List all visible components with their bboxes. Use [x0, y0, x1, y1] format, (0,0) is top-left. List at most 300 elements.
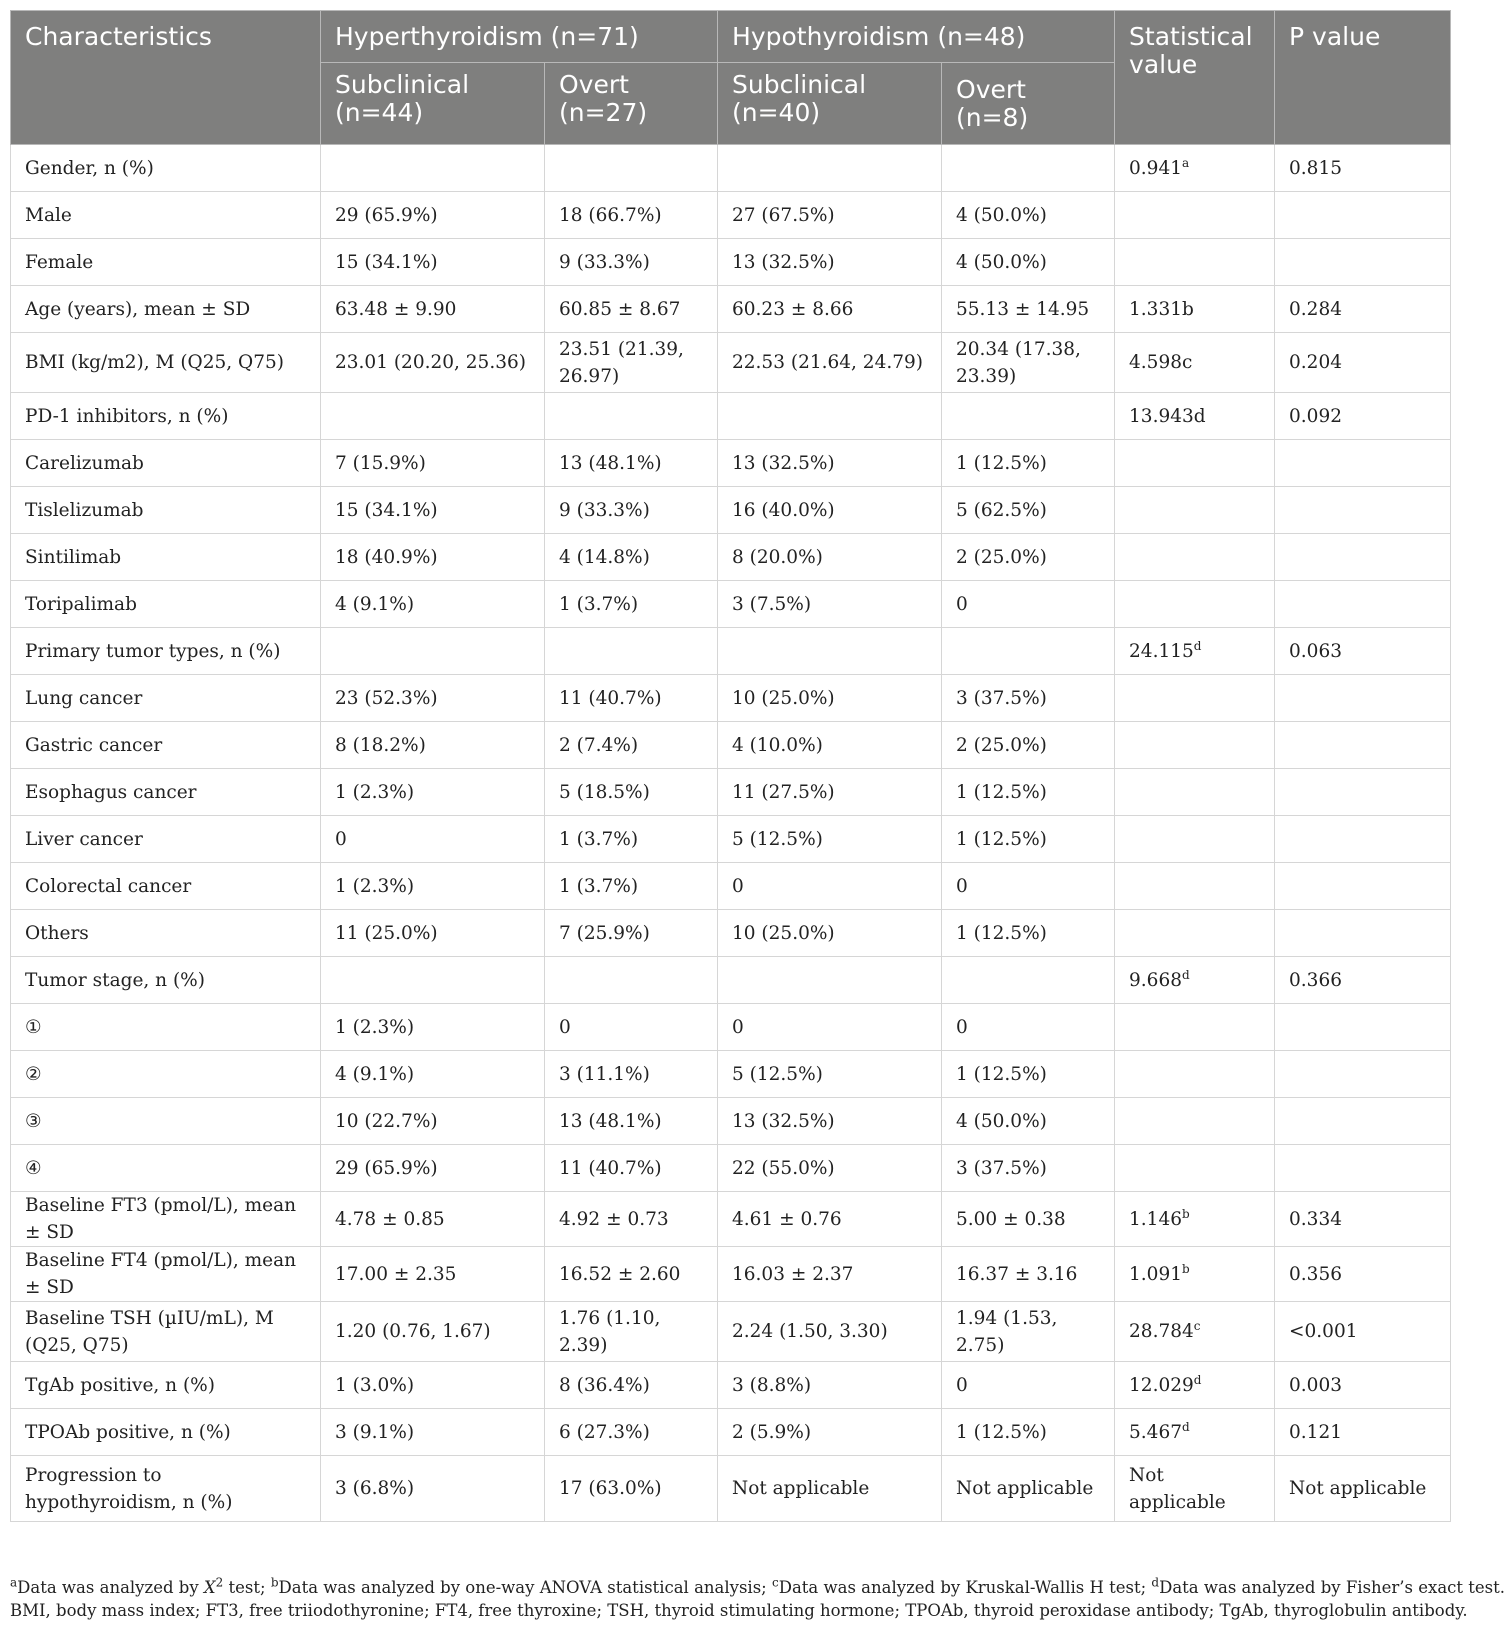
table-row [11, 1145, 1451, 1192]
hypo-subclinical-cell [718, 1456, 942, 1522]
hypo-overt-cell [942, 816, 1115, 863]
table-row [11, 192, 1451, 239]
hyper-subclinical-cell [321, 957, 545, 1004]
p-value-cell-text: 0.356 [1289, 1263, 1342, 1285]
hyper-overt-cell [545, 534, 718, 581]
hyper-overt-cell-text: 13 (48.1%) [559, 1110, 662, 1132]
hypo-overt-cell [942, 1098, 1115, 1145]
row-label-text: Tumor stage, n (%) [25, 969, 205, 991]
row-label [11, 1004, 321, 1051]
hypo-overt-cell [942, 534, 1115, 581]
hyper-overt-cell [545, 910, 718, 957]
hyper-overt-cell [545, 816, 718, 863]
hyper-subclinical-cell [321, 333, 545, 393]
p-value-cell [1275, 1098, 1451, 1145]
statistical-value-cell [1115, 910, 1275, 957]
hyper-subclinical-cell-text: 4 (9.1%) [335, 1063, 415, 1085]
statistical-value-cell [1115, 1247, 1275, 1302]
p-value-cell-text: 0.334 [1289, 1208, 1342, 1230]
statistical-value-cell-text: 9.668 [1129, 969, 1182, 991]
p-value-cell [1275, 910, 1451, 957]
table-container [10, 10, 1450, 1522]
footnote-marker: b [1182, 1206, 1190, 1221]
footnote-b-marker: b [270, 1575, 279, 1590]
statistical-value-cell [1115, 286, 1275, 333]
hyper-overt-cell-text: 1.76 (1.10, 2.39) [559, 1307, 661, 1356]
p-value-cell [1275, 1456, 1451, 1522]
statistical-value-cell [1115, 333, 1275, 393]
hyper-subclinical-cell [321, 1409, 545, 1456]
hypo-subclinical-cell [718, 145, 942, 192]
hypo-overt-cell-text: 3 (37.5%) [956, 687, 1047, 709]
table-row [11, 910, 1451, 957]
p-value-cell [1275, 1247, 1451, 1302]
hypo-subclinical-cell [718, 816, 942, 863]
hypo-subclinical-cell-text: 5 (12.5%) [732, 828, 823, 850]
p-value-cell [1275, 192, 1451, 239]
table-row [11, 581, 1451, 628]
hyper-subclinical-cell-text: 10 (22.7%) [335, 1110, 438, 1132]
hypo-overt-cell [942, 769, 1115, 816]
statistical-value-cell [1115, 239, 1275, 286]
footnote-chi-exponent: 2 [215, 1575, 224, 1590]
row-label-text: Gastric cancer [25, 734, 163, 756]
hypo-subclinical-cell-text: 27 (67.5%) [732, 204, 835, 226]
hyper-overt-cell-text: 9 (33.3%) [559, 499, 650, 521]
hypo-subclinical-cell [718, 957, 942, 1004]
statistical-value-cell-text: Not applicable [1129, 1464, 1226, 1513]
hyper-subclinical-cell [321, 192, 545, 239]
hypo-overt-cell-text: 5 (62.5%) [956, 499, 1047, 521]
p-value-cell [1275, 440, 1451, 487]
footnote-marker: d [1193, 1372, 1202, 1387]
footnote-marker: d [1182, 1419, 1190, 1434]
statistical-value-cell [1115, 1192, 1275, 1247]
hyper-overt-cell [545, 628, 718, 675]
hyper-subclinical-cell [321, 286, 545, 333]
row-label [11, 393, 321, 440]
table-row [11, 1192, 1451, 1247]
hyper-subclinical-cell [321, 769, 545, 816]
row-label [11, 487, 321, 534]
header-hypothyroidism: Hypothyroidism (n=48) [718, 11, 1115, 63]
hypo-overt-cell-text: 1 (12.5%) [956, 922, 1047, 944]
hyper-subclinical-cell [321, 628, 545, 675]
hyper-overt-cell [545, 239, 718, 286]
hypo-overt-cell-text: 3 (37.5%) [956, 1157, 1047, 1179]
hyper-subclinical-cell [321, 722, 545, 769]
hyper-overt-cell-text: 7 (25.9%) [559, 922, 650, 944]
hypo-overt-cell [942, 1192, 1115, 1247]
hyper-overt-cell [545, 393, 718, 440]
statistical-value-cell [1115, 1145, 1275, 1192]
row-label-text: Female [25, 251, 94, 273]
p-value-cell [1275, 722, 1451, 769]
row-label-text: Tislelizumab [25, 499, 144, 521]
table-row [11, 769, 1451, 816]
hypo-overt-cell-text: 1 (12.5%) [956, 781, 1047, 803]
hypo-overt-cell-text: 0 [956, 875, 968, 897]
table-row [11, 675, 1451, 722]
statistical-value-cell [1115, 1098, 1275, 1145]
footnote-marker: a [1182, 155, 1190, 170]
hypo-overt-cell-text: 1 (12.5%) [956, 828, 1047, 850]
row-label [11, 1362, 321, 1409]
hyper-subclinical-cell-text: 1 (3.0%) [335, 1374, 415, 1396]
hypo-overt-cell [942, 393, 1115, 440]
hypo-overt-cell-text: 2 (25.0%) [956, 734, 1047, 756]
hypo-overt-cell [942, 957, 1115, 1004]
hyper-subclinical-cell-text: 17.00 ± 2.35 [335, 1263, 457, 1285]
hyper-overt-cell-text: 1 (3.7%) [559, 875, 639, 897]
hyper-subclinical-cell-text: 63.48 ± 9.90 [335, 298, 457, 320]
row-label-text: Colorectal cancer [25, 875, 192, 897]
hypo-subclinical-cell-text: 13 (32.5%) [732, 1110, 835, 1132]
hypo-subclinical-cell [718, 286, 942, 333]
hyper-overt-cell [545, 675, 718, 722]
p-value-cell [1275, 769, 1451, 816]
row-label-text: Lung cancer [25, 687, 143, 709]
hypo-subclinical-cell [718, 393, 942, 440]
row-label-text: Primary tumor types, n (%) [25, 640, 281, 662]
footnote-abbreviations: BMI, body mass index; FT3, free triiodothyronine; FT4, free thyroxine; TSH, thyroid stimulating hormone; TPOAb, thyroid peroxidase antibody; TgAb, thyroglobulin antibody. [10, 1601, 1468, 1620]
hypo-subclinical-cell-text: 3 (8.8%) [732, 1374, 812, 1396]
hypo-subclinical-cell-text: 8 (20.0%) [732, 546, 823, 568]
statistical-value-cell [1115, 816, 1275, 863]
row-label [11, 239, 321, 286]
p-value-cell [1275, 581, 1451, 628]
hyper-overt-cell [545, 1456, 718, 1522]
hypo-overt-cell-text: 0 [956, 1374, 968, 1396]
row-label [11, 1192, 321, 1247]
hyper-subclinical-cell [321, 239, 545, 286]
hypo-subclinical-cell [718, 192, 942, 239]
hyper-subclinical-cell [321, 910, 545, 957]
row-label [11, 145, 321, 192]
statistical-value-cell-text: 13.943d [1129, 405, 1206, 427]
footnote-d-text: Data was analyzed by Fisher’s exact test. [1159, 1578, 1505, 1597]
p-value-cell-text: Not applicable [1289, 1478, 1427, 1499]
hypo-subclinical-cell-text: Not applicable [732, 1478, 870, 1499]
hyper-overt-cell [545, 1409, 718, 1456]
row-label [11, 333, 321, 393]
table-row [11, 1247, 1451, 1302]
hyper-overt-cell-text: 13 (48.1%) [559, 452, 662, 474]
hypo-overt-cell-text: 0 [956, 593, 968, 615]
header-hyperthyroidism: Hyperthyroidism (n=71) [321, 11, 718, 63]
hyper-subclinical-cell [321, 487, 545, 534]
row-label-text: Baseline TSH (µIU/mL), M (Q25, Q75) [25, 1307, 274, 1356]
hyper-overt-cell-text: 8 (36.4%) [559, 1374, 650, 1396]
hyper-subclinical-cell [321, 581, 545, 628]
hypo-subclinical-cell-text: 5 (12.5%) [732, 1063, 823, 1085]
hypo-overt-cell [942, 487, 1115, 534]
hypo-subclinical-cell-text: 2.24 (1.50, 3.30) [732, 1321, 888, 1342]
hyper-overt-cell [545, 440, 718, 487]
hyper-overt-cell [545, 1098, 718, 1145]
hypo-overt-cell [942, 1051, 1115, 1098]
hypo-overt-cell-text: 4 (50.0%) [956, 1110, 1047, 1132]
table-row [11, 286, 1451, 333]
statistical-value-cell [1115, 393, 1275, 440]
footnote-marker: b [1182, 1261, 1190, 1276]
hyper-overt-cell-text: 60.85 ± 8.67 [559, 298, 681, 320]
p-value-cell [1275, 333, 1451, 393]
p-value-cell [1275, 628, 1451, 675]
row-label-text: Progression to hypothyroidism, n (%) [25, 1464, 233, 1513]
hyper-overt-cell [545, 487, 718, 534]
p-value-cell [1275, 957, 1451, 1004]
row-label [11, 910, 321, 957]
hypo-overt-cell-text: Not applicable [956, 1478, 1094, 1499]
p-value-cell [1275, 1004, 1451, 1051]
hyper-subclinical-cell-text: 3 (6.8%) [335, 1478, 415, 1499]
hypo-subclinical-cell [718, 1051, 942, 1098]
row-label [11, 1302, 321, 1362]
row-label [11, 628, 321, 675]
hyper-overt-cell [545, 145, 718, 192]
hyper-subclinical-cell-text: 15 (34.1%) [335, 499, 438, 521]
row-label [11, 957, 321, 1004]
hypo-subclinical-cell [718, 863, 942, 910]
footnote-d-marker: d [1151, 1575, 1160, 1590]
hypo-subclinical-cell [718, 675, 942, 722]
table-row [11, 1051, 1451, 1098]
statistical-value-cell [1115, 863, 1275, 910]
statistical-value-cell [1115, 1051, 1275, 1098]
hyper-subclinical-cell [321, 1192, 545, 1247]
p-value-cell [1275, 239, 1451, 286]
hypo-overt-cell [942, 1145, 1115, 1192]
hyper-overt-cell [545, 863, 718, 910]
hypo-overt-cell-text: 0 [956, 1016, 968, 1038]
hypo-subclinical-cell-text: 22 (55.0%) [732, 1157, 835, 1179]
table-row [11, 393, 1451, 440]
hypo-subclinical-cell [718, 628, 942, 675]
hypo-subclinical-cell [718, 239, 942, 286]
hyper-overt-cell-text: 11 (40.7%) [559, 1157, 662, 1179]
row-label-text: ④ [25, 1157, 42, 1179]
hypo-overt-cell [942, 1004, 1115, 1051]
hyper-subclinical-cell-text: 1 (2.3%) [335, 1016, 415, 1038]
hyper-subclinical-cell-text: 4 (9.1%) [335, 593, 415, 615]
row-label-text: ③ [25, 1110, 42, 1132]
footnote-marker: d [1182, 967, 1190, 982]
footnote-a-marker: a [10, 1575, 18, 1590]
hyper-overt-cell [545, 333, 718, 393]
row-label [11, 440, 321, 487]
row-label [11, 675, 321, 722]
p-value-cell-text: 0.284 [1289, 298, 1342, 320]
row-label-text: Age (years), mean ± SD [25, 298, 251, 320]
p-value-cell [1275, 675, 1451, 722]
p-value-cell-text: 0.366 [1289, 969, 1342, 991]
header-characteristics: Characteristics [11, 11, 321, 145]
statistical-value-cell-text: 28.784 [1129, 1321, 1194, 1342]
footnote-b-text: Data was analyzed by one-way ANOVA statistical analysis; [278, 1578, 772, 1597]
hyper-subclinical-cell-text: 11 (25.0%) [335, 922, 438, 944]
hypo-overt-cell [942, 722, 1115, 769]
row-label [11, 722, 321, 769]
row-label [11, 816, 321, 863]
p-value-cell [1275, 393, 1451, 440]
hyper-subclinical-cell-text: 1 (2.3%) [335, 781, 415, 803]
row-label [11, 1145, 321, 1192]
hypo-overt-cell [942, 1409, 1115, 1456]
row-label-text: BMI (kg/m2), M (Q25, Q75) [25, 352, 284, 373]
p-value-cell-text: 0.121 [1289, 1421, 1342, 1443]
table-body [11, 145, 1451, 1522]
hypo-subclinical-cell [718, 487, 942, 534]
row-label-text: Carelizumab [25, 452, 144, 474]
hypo-subclinical-cell-text: 10 (25.0%) [732, 687, 835, 709]
hyper-subclinical-cell-text: 1 (2.3%) [335, 875, 415, 897]
table-row [11, 145, 1451, 192]
hyper-subclinical-cell [321, 440, 545, 487]
statistical-value-cell [1115, 1362, 1275, 1409]
hypo-subclinical-cell [718, 1145, 942, 1192]
p-value-cell [1275, 534, 1451, 581]
hyper-overt-cell-text: 23.51 (21.39, 26.97) [559, 338, 684, 387]
hyper-subclinical-cell-text: 15 (34.1%) [335, 251, 438, 273]
hyper-subclinical-cell-text: 29 (65.9%) [335, 204, 438, 226]
hyper-overt-cell-text: 2 (7.4%) [559, 734, 639, 756]
hyper-subclinical-cell-text: 18 (40.9%) [335, 546, 438, 568]
footnote-a-text-end: test; [223, 1578, 271, 1597]
row-label [11, 1456, 321, 1522]
footnote-marker: d [1193, 638, 1202, 653]
p-value-cell [1275, 286, 1451, 333]
p-value-cell [1275, 816, 1451, 863]
row-label-text: Toripalimab [25, 593, 137, 615]
table-row [11, 957, 1451, 1004]
header-hyper-overt: Overt (n=27) [545, 63, 718, 145]
row-label-text: Liver cancer [25, 828, 143, 850]
row-label-text: Male [25, 204, 72, 226]
hyper-overt-cell-text: 9 (33.3%) [559, 251, 650, 273]
hypo-subclinical-cell [718, 1098, 942, 1145]
hyper-overt-cell-text: 16.52 ± 2.60 [559, 1263, 681, 1285]
hypo-subclinical-cell-text: 4.61 ± 0.76 [732, 1208, 842, 1230]
hypo-subclinical-cell [718, 440, 942, 487]
hypo-overt-cell-text: 55.13 ± 14.95 [956, 298, 1090, 320]
hyper-overt-cell [545, 1362, 718, 1409]
row-label-text: Others [25, 922, 89, 944]
row-label [11, 1409, 321, 1456]
row-label-text: Baseline FT3 (pmol/L), mean ± SD [25, 1195, 297, 1243]
p-value-cell [1275, 1051, 1451, 1098]
hypo-subclinical-cell-text: 10 (25.0%) [732, 922, 835, 944]
table-row [11, 440, 1451, 487]
hyper-subclinical-cell-text: 29 (65.9%) [335, 1157, 438, 1179]
p-value-cell [1275, 145, 1451, 192]
p-value-cell-text: 0.092 [1289, 405, 1342, 427]
hypo-overt-cell [942, 145, 1115, 192]
hyper-subclinical-cell [321, 393, 545, 440]
statistical-value-cell [1115, 1004, 1275, 1051]
table-row [11, 239, 1451, 286]
row-label [11, 1247, 321, 1302]
hyper-overt-cell [545, 1145, 718, 1192]
statistical-value-cell-text: 5.467 [1129, 1421, 1182, 1443]
row-label-text: Sintilimab [25, 546, 122, 568]
hypo-subclinical-cell [718, 1409, 942, 1456]
hyper-subclinical-cell-text: 8 (18.2%) [335, 734, 426, 756]
header-statistical-value: Statistical value [1115, 11, 1275, 145]
statistical-value-cell-text: 4.598c [1129, 352, 1193, 373]
p-value-cell-text: 0.003 [1289, 1374, 1342, 1396]
table-footnotes [10, 1575, 1505, 1622]
characteristics-table [10, 10, 1451, 1522]
hyper-overt-cell-text: 6 (27.3%) [559, 1421, 650, 1443]
hypo-overt-cell [942, 863, 1115, 910]
row-label [11, 534, 321, 581]
p-value-cell [1275, 1409, 1451, 1456]
statistical-value-cell [1115, 957, 1275, 1004]
hyper-overt-cell [545, 192, 718, 239]
hypo-overt-cell-text: 4 (50.0%) [956, 204, 1047, 226]
hyper-subclinical-cell [321, 816, 545, 863]
hyper-subclinical-cell [321, 534, 545, 581]
hyper-overt-cell-text: 17 (63.0%) [559, 1478, 662, 1499]
statistical-value-cell [1115, 722, 1275, 769]
row-label-text: Baseline FT4 (pmol/L), mean ± SD [25, 1250, 297, 1298]
p-value-cell [1275, 1192, 1451, 1247]
hyper-overt-cell [545, 581, 718, 628]
hyper-subclinical-cell [321, 1247, 545, 1302]
hypo-subclinical-cell [718, 769, 942, 816]
hypo-overt-cell [942, 1302, 1115, 1362]
hypo-subclinical-cell [718, 1302, 942, 1362]
hypo-overt-cell-text: 2 (25.0%) [956, 546, 1047, 568]
row-label-text: Esophagus cancer [25, 781, 197, 803]
hypo-overt-cell [942, 239, 1115, 286]
statistical-value-cell [1115, 1409, 1275, 1456]
table-row [11, 1362, 1451, 1409]
footnote-methods [10, 1575, 1505, 1599]
table-row [11, 722, 1451, 769]
hyper-subclinical-cell [321, 863, 545, 910]
hypo-subclinical-cell [718, 910, 942, 957]
hypo-overt-cell-text: 1 (12.5%) [956, 452, 1047, 474]
hypo-subclinical-cell-text: 22.53 (21.64, 24.79) [732, 352, 923, 373]
hyper-overt-cell-text: 18 (66.7%) [559, 204, 662, 226]
header-hyper-subclinical: Subclinical (n=44) [321, 63, 545, 145]
statistical-value-cell [1115, 769, 1275, 816]
hypo-overt-cell [942, 1456, 1115, 1522]
header-hypo-overt: Overt (n=8) [942, 63, 1115, 145]
p-value-cell [1275, 1362, 1451, 1409]
hypo-subclinical-cell-text: 16 (40.0%) [732, 499, 835, 521]
hyper-subclinical-cell-text: 0 [335, 828, 347, 850]
row-label-text: Gender, n (%) [25, 157, 154, 179]
hyper-subclinical-cell [321, 1004, 545, 1051]
footnote-c-text: Data was analyzed by Kruskal-Wallis H test; [778, 1578, 1152, 1597]
hypo-overt-cell [942, 333, 1115, 393]
hyper-overt-cell-text: 3 (11.1%) [559, 1063, 650, 1085]
hypo-overt-cell [942, 286, 1115, 333]
p-value-cell [1275, 1145, 1451, 1192]
hypo-overt-cell [942, 1362, 1115, 1409]
statistical-value-cell [1115, 1302, 1275, 1362]
hypo-overt-cell [942, 581, 1115, 628]
hyper-overt-cell [545, 769, 718, 816]
hypo-subclinical-cell-text: 60.23 ± 8.66 [732, 298, 854, 320]
footnote-marker: c [1193, 1318, 1201, 1333]
p-value-cell-text: <0.001 [1289, 1321, 1358, 1342]
hyper-subclinical-cell [321, 145, 545, 192]
hyper-overt-cell-text: 1 (3.7%) [559, 593, 639, 615]
